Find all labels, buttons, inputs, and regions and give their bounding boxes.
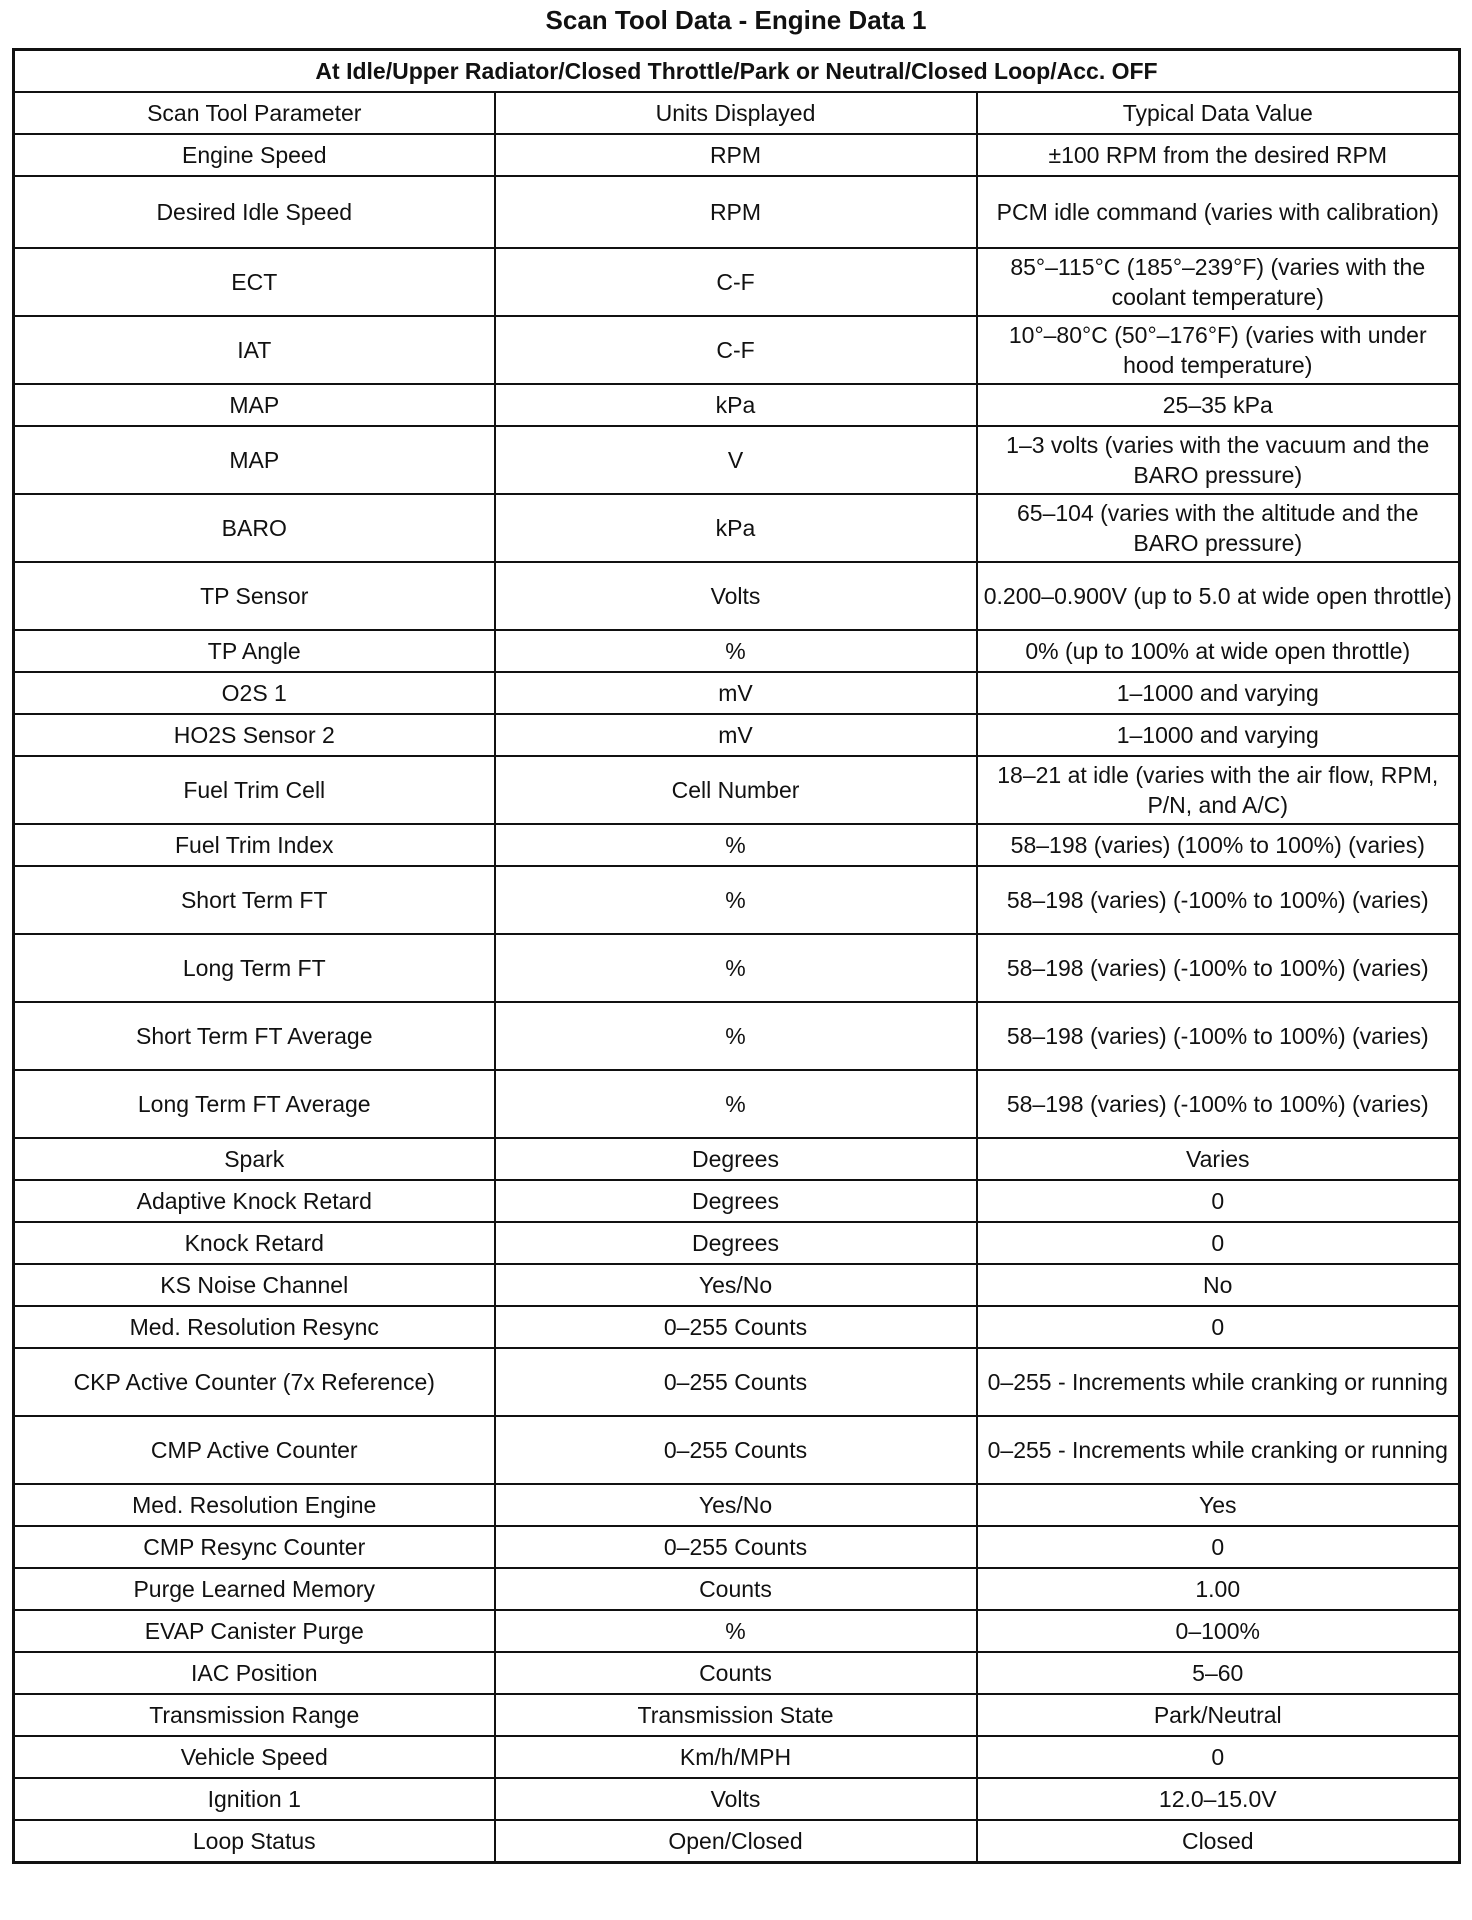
typical-value-cell: 0 xyxy=(977,1222,1460,1264)
units-cell: Counts xyxy=(495,1568,977,1610)
table-row xyxy=(14,714,1460,756)
parameter-cell: Med. Resolution Engine xyxy=(14,1484,495,1526)
parameter-cell: Desired Idle Speed xyxy=(14,176,495,248)
table-row xyxy=(14,1416,1460,1484)
parameter-cell: Short Term FT xyxy=(14,866,495,934)
header-row xyxy=(14,92,1460,134)
parameter-cell: HO2S Sensor 2 xyxy=(14,714,495,756)
typical-value-cell: 85°–115°C (185°–239°F) (varies with the coolant temperature) xyxy=(977,248,1460,316)
parameter-cell: Adaptive Knock Retard xyxy=(14,1180,495,1222)
table-row xyxy=(14,1652,1460,1694)
typical-value-cell: ±100 RPM from the desired RPM xyxy=(977,134,1460,176)
parameter-cell: Knock Retard xyxy=(14,1222,495,1264)
parameter-cell: Ignition 1 xyxy=(14,1778,495,1820)
parameter-cell: TP Sensor xyxy=(14,562,495,630)
typical-value-cell: 0.200–0.900V (up to 5.0 at wide open throttle) xyxy=(977,562,1460,630)
table-row xyxy=(14,316,1460,384)
typical-value-cell: 1.00 xyxy=(977,1568,1460,1610)
table-row xyxy=(14,1002,1460,1070)
table-row xyxy=(14,1610,1460,1652)
table-row xyxy=(14,1694,1460,1736)
table-row xyxy=(14,1070,1460,1138)
column-header-parameter: Scan Tool Parameter xyxy=(14,92,495,134)
table-row xyxy=(14,1348,1460,1416)
units-cell: % xyxy=(495,1002,977,1070)
typical-value-cell: 58–198 (varies) (-100% to 100%) (varies) xyxy=(977,1070,1460,1138)
units-cell: mV xyxy=(495,672,977,714)
typical-value-cell: 10°–80°C (50°–176°F) (varies with under hood temperature) xyxy=(977,316,1460,384)
column-header-typical-value: Typical Data Value xyxy=(977,92,1460,134)
units-cell: % xyxy=(495,630,977,672)
parameter-cell: KS Noise Channel xyxy=(14,1264,495,1306)
typical-value-cell: Park/Neutral xyxy=(977,1694,1460,1736)
units-cell: Degrees xyxy=(495,1138,977,1180)
table-row xyxy=(14,176,1460,248)
parameter-cell: Long Term FT xyxy=(14,934,495,1002)
typical-value-cell: 0 xyxy=(977,1526,1460,1568)
typical-value-cell: 5–60 xyxy=(977,1652,1460,1694)
typical-value-cell: 0% (up to 100% at wide open throttle) xyxy=(977,630,1460,672)
parameter-cell: TP Angle xyxy=(14,630,495,672)
units-cell: Yes/No xyxy=(495,1484,977,1526)
test-condition: At Idle/Upper Radiator/Closed Throttle/Park or Neutral/Closed Loop/Acc. OFF xyxy=(14,50,1460,93)
units-cell: Volts xyxy=(495,1778,977,1820)
parameter-cell: MAP xyxy=(14,384,495,426)
typical-value-cell: 0–255 - Increments while cranking or running xyxy=(977,1416,1460,1484)
table-row xyxy=(14,934,1460,1002)
parameter-cell: Spark xyxy=(14,1138,495,1180)
units-cell: Yes/No xyxy=(495,1264,977,1306)
table-row xyxy=(14,562,1460,630)
typical-value-cell: 0 xyxy=(977,1736,1460,1778)
units-cell: RPM xyxy=(495,176,977,248)
units-cell: Transmission State xyxy=(495,1694,977,1736)
parameter-cell: IAT xyxy=(14,316,495,384)
typical-value-cell: 1–1000 and varying xyxy=(977,672,1460,714)
units-cell: Open/Closed xyxy=(495,1820,977,1863)
table-row xyxy=(14,1484,1460,1526)
parameter-cell: IAC Position xyxy=(14,1652,495,1694)
parameter-cell: Long Term FT Average xyxy=(14,1070,495,1138)
parameter-cell: BARO xyxy=(14,494,495,562)
typical-value-cell: 0 xyxy=(977,1306,1460,1348)
units-cell: % xyxy=(495,1610,977,1652)
parameter-cell: Fuel Trim Cell xyxy=(14,756,495,824)
units-cell: RPM xyxy=(495,134,977,176)
units-cell: 0–255 Counts xyxy=(495,1416,977,1484)
parameter-cell: CMP Active Counter xyxy=(14,1416,495,1484)
parameter-cell: EVAP Canister Purge xyxy=(14,1610,495,1652)
parameter-cell: CKP Active Counter (7x Reference) xyxy=(14,1348,495,1416)
typical-value-cell: 0–100% xyxy=(977,1610,1460,1652)
parameter-cell: Short Term FT Average xyxy=(14,1002,495,1070)
parameter-cell: Engine Speed xyxy=(14,134,495,176)
typical-value-cell: 1–3 volts (varies with the vacuum and the BARO pressure) xyxy=(977,426,1460,494)
units-cell: C-F xyxy=(495,248,977,316)
table-row xyxy=(14,1306,1460,1348)
typical-value-cell: 0 xyxy=(977,1180,1460,1222)
table-row xyxy=(14,134,1460,176)
units-cell: 0–255 Counts xyxy=(495,1348,977,1416)
table-row xyxy=(14,1820,1460,1863)
units-cell: C-F xyxy=(495,316,977,384)
units-cell: % xyxy=(495,824,977,866)
units-cell: 0–255 Counts xyxy=(495,1306,977,1348)
table-row xyxy=(14,1778,1460,1820)
units-cell: % xyxy=(495,1070,977,1138)
parameter-cell: Purge Learned Memory xyxy=(14,1568,495,1610)
typical-value-cell: 58–198 (varies) (-100% to 100%) (varies) xyxy=(977,866,1460,934)
typical-value-cell: 58–198 (varies) (-100% to 100%) (varies) xyxy=(977,934,1460,1002)
parameter-cell: O2S 1 xyxy=(14,672,495,714)
typical-value-cell: 18–21 at idle (varies with the air flow, RPM, P/N, and A/C) xyxy=(977,756,1460,824)
units-cell: 0–255 Counts xyxy=(495,1526,977,1568)
typical-value-cell: 65–104 (varies with the altitude and the BARO pressure) xyxy=(977,494,1460,562)
table-row xyxy=(14,1526,1460,1568)
parameter-cell: MAP xyxy=(14,426,495,494)
units-cell: Degrees xyxy=(495,1180,977,1222)
typical-value-cell: 58–198 (varies) (-100% to 100%) (varies) xyxy=(977,1002,1460,1070)
typical-value-cell: No xyxy=(977,1264,1460,1306)
typical-value-cell: PCM idle command (varies with calibration) xyxy=(977,176,1460,248)
typical-value-cell: Yes xyxy=(977,1484,1460,1526)
parameter-cell: Transmission Range xyxy=(14,1694,495,1736)
parameter-cell: Loop Status xyxy=(14,1820,495,1863)
typical-value-cell: 25–35 kPa xyxy=(977,384,1460,426)
parameter-cell: Fuel Trim Index xyxy=(14,824,495,866)
units-cell: kPa xyxy=(495,494,977,562)
table-body xyxy=(14,134,1460,1863)
typical-value-cell: Closed xyxy=(977,1820,1460,1863)
table-row xyxy=(14,824,1460,866)
typical-value-cell: 1–1000 and varying xyxy=(977,714,1460,756)
table-row xyxy=(14,1568,1460,1610)
units-cell: Cell Number xyxy=(495,756,977,824)
column-header-units: Units Displayed xyxy=(495,92,977,134)
units-cell: mV xyxy=(495,714,977,756)
units-cell: kPa xyxy=(495,384,977,426)
parameter-cell: Med. Resolution Resync xyxy=(14,1306,495,1348)
typical-value-cell: 12.0–15.0V xyxy=(977,1778,1460,1820)
condition-row xyxy=(14,50,1460,93)
table-row xyxy=(14,426,1460,494)
scan-tool-data-table xyxy=(12,48,1461,1864)
table-row xyxy=(14,672,1460,714)
table-row xyxy=(14,248,1460,316)
table-row xyxy=(14,1138,1460,1180)
document-title: Scan Tool Data - Engine Data 1 xyxy=(545,5,927,35)
parameter-cell: ECT xyxy=(14,248,495,316)
table-row xyxy=(14,1222,1460,1264)
table-row xyxy=(14,630,1460,672)
table-row xyxy=(14,1736,1460,1778)
typical-value-cell: 0–255 - Increments while cranking or running xyxy=(977,1348,1460,1416)
units-cell: % xyxy=(495,934,977,1002)
table-row xyxy=(14,1264,1460,1306)
parameter-cell: CMP Resync Counter xyxy=(14,1526,495,1568)
units-cell: Counts xyxy=(495,1652,977,1694)
units-cell: % xyxy=(495,866,977,934)
units-cell: Km/h/MPH xyxy=(495,1736,977,1778)
units-cell: V xyxy=(495,426,977,494)
table-row xyxy=(14,384,1460,426)
table-row xyxy=(14,756,1460,824)
typical-value-cell: 58–198 (varies) (100% to 100%) (varies) xyxy=(977,824,1460,866)
table-row xyxy=(14,494,1460,562)
parameter-cell: Vehicle Speed xyxy=(14,1736,495,1778)
typical-value-cell: Varies xyxy=(977,1138,1460,1180)
table-row xyxy=(14,866,1460,934)
units-cell: Degrees xyxy=(495,1222,977,1264)
table-row xyxy=(14,1180,1460,1222)
units-cell: Volts xyxy=(495,562,977,630)
